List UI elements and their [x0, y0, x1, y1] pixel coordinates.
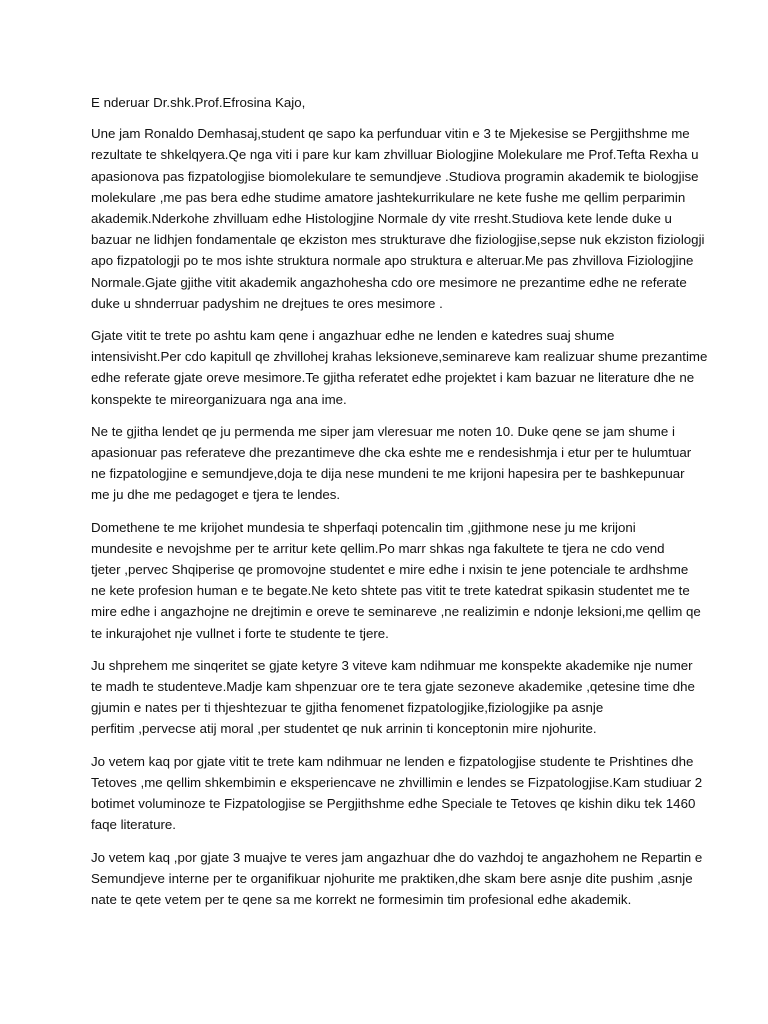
letter-document: [91, 92, 708, 921]
paragraph-line: molekulare ,me pas bera edhe studime amatore jashtekurrikulare ne kete fushe me qellim perparimin: [91, 189, 686, 205]
letter-paragraph: [91, 123, 705, 314]
paragraph-line: intensivisht.Per cdo kapitull qe zhvillohej krahas leksioneve,seminareve kam realizuar shume prezantime: [91, 349, 708, 365]
letter-paragraph: [91, 325, 708, 410]
paragraph-line: nate te qete vetem per te qene sa me korrekt ne formesimin tim profesional edhe akademik.: [91, 891, 632, 907]
paragraph-line: duke u shnderruar padyshim ne drejtues te ores mesimore .: [91, 295, 443, 311]
paragraph-line: gjumin e nates per ti thjeshtezuar te gjitha fenomenet fizpatologjike,fiziologjike pa asnje: [91, 700, 604, 716]
paragraph-line: Jo vetem kaq por gjate vitit te trete kam ndihmuar ne lenden e fizpatologjise studente te Prishtines dhe: [91, 753, 694, 769]
letter-paragraph: [91, 517, 701, 644]
paragraph-line: Domethene te me krijohet mundesia te shperfaqi potencalin tim ,gjithmone nese ju me krijoni: [91, 519, 636, 535]
letter-salutation: E nderuar Dr.shk.Prof.Efrosina Kajo,: [91, 95, 306, 110]
paragraph-line: botimet voluminoze te Fizpatologjise se Pergjithshme edhe Speciale te Tetoves qe kishin diku tek 1460: [91, 796, 696, 812]
paragraph-line: Jo vetem kaq ,por gjate 3 muajve te veres jam angazhuar dhe do vazhdoj te angazhohem ne Repartin e: [91, 849, 703, 865]
paragraph-line: Gjate vitit te trete po ashtu kam qene i angazhuar edhe ne lenden e katedres suaj shume: [91, 328, 615, 344]
paragraph-line: apo fizpatologji po te mos ishte struktura normale apo struktura e alteruar.Me pas zhvillova Fiziologjine: [91, 253, 694, 269]
paragraph-line: Tetoves ,me qellim shkembimin e eksperiencave ne zhvillimin e lendes se Fizpatologjise.Kam studiuar 2: [91, 774, 703, 790]
paragraph-line: Ne te gjitha lendet qe ju permenda me siper jam vleresuar me noten 10. Duke qene se jam shume i: [91, 423, 675, 439]
paragraph-line: faqe literature.: [91, 817, 177, 833]
paragraph-line: te inkurajohet nje vullnet i forte te studente te tjere.: [91, 625, 389, 641]
paragraph-line: mundesite e nevojshme per te arritur kete qellim.Po marr shkas nga fakultete te tjera ne cdo vend: [91, 540, 665, 556]
letter-paragraph: [91, 421, 692, 506]
paragraph-line: Normale.Gjate gjithe vitit akademik angazhohesha cdo ore mesimore ne prezantime edhe ne referate: [91, 274, 687, 290]
paragraph-line: tjeter ,pervec Shqiperise qe promovojne studentet e mire edhe i nxisin te jene potenciale te ardhshme: [91, 562, 689, 578]
paragraph-line: te madh te studenteve.Madje kam shpenzuar ore te tera gjate sezoneve akademike ,qetesine time dhe: [91, 679, 695, 695]
paragraph-line: Ju shprehem me sinqeritet se gjate ketyre 3 viteve kam ndihmuar me konspekte akademike nje numer: [91, 657, 693, 673]
paragraph-line: ne kete profesion human e te begate.Ne keto shtete pas vitit te trete katedrat spikasin studentet me te: [91, 583, 690, 599]
paragraph-line: edhe referate gjate oreve mesimore.Te gjitha referatet edhe projektet i kam bazuar ne literature dhe ne: [91, 370, 695, 386]
paragraph-line: konspekte te mireorganizuara nga ana ime.: [91, 391, 347, 407]
letter-paragraph: [91, 655, 695, 740]
paragraph-line: mire edhe i angazhojne ne drejtimin e oreve te seminareve ,ne realizimin e ndonje leksioni,me qellim qe: [91, 604, 701, 620]
paragraph-line: me ju dhe me pedagoget e tjera te lendes.: [91, 487, 341, 503]
letter-paragraph: [91, 751, 703, 836]
paragraph-line: rezultate te shkelqyera.Qe nga viti i pare kur kam zhvilluar Biologjine Molekulare me Prof.Tefta Rexha u: [91, 147, 699, 163]
paragraph-line: Une jam Ronaldo Demhasaj,student qe sapo ka perfunduar vitin e 3 te Mjekesise se Pergjithshme me: [91, 126, 690, 142]
letter-paragraph: [91, 847, 703, 911]
paragraph-line: ne fizpatologjine e semundjeve,doja te dija nese mundeni te me krijoni hapesira per te bashkepunuar: [91, 466, 685, 482]
letter-body: [91, 123, 708, 910]
paragraph-line: perfitim ,pervecse atij moral ,per studentet qe nuk arrinin ti konceptonin mire njohurite.: [91, 721, 597, 737]
paragraph-line: Semundjeve interne per te organifikuar njohurite me praktiken,dhe skam bere asnje dite pushim ,asnje: [91, 870, 693, 886]
paragraph-line: apasionova pas fizpatologjise biomolekulare te semundjeve .Studiova programin akademik te biologjise: [91, 168, 699, 184]
paragraph-line: bazuar ne lidhjen fondamentale qe ekziston mes strukturave dhe fiziologjise,sepse nuk ekziston fiziologji: [91, 232, 705, 248]
paragraph-line: akademik.Nderkohe zhvilluam edhe Histologjine Normale dy vite rresht.Studiova kete lende duke u: [91, 211, 672, 227]
paragraph-line: apasionuar pas referateve dhe prezantimeve dhe cka eshte me e rendesishmja i etur per te hulumtuar: [91, 445, 692, 461]
